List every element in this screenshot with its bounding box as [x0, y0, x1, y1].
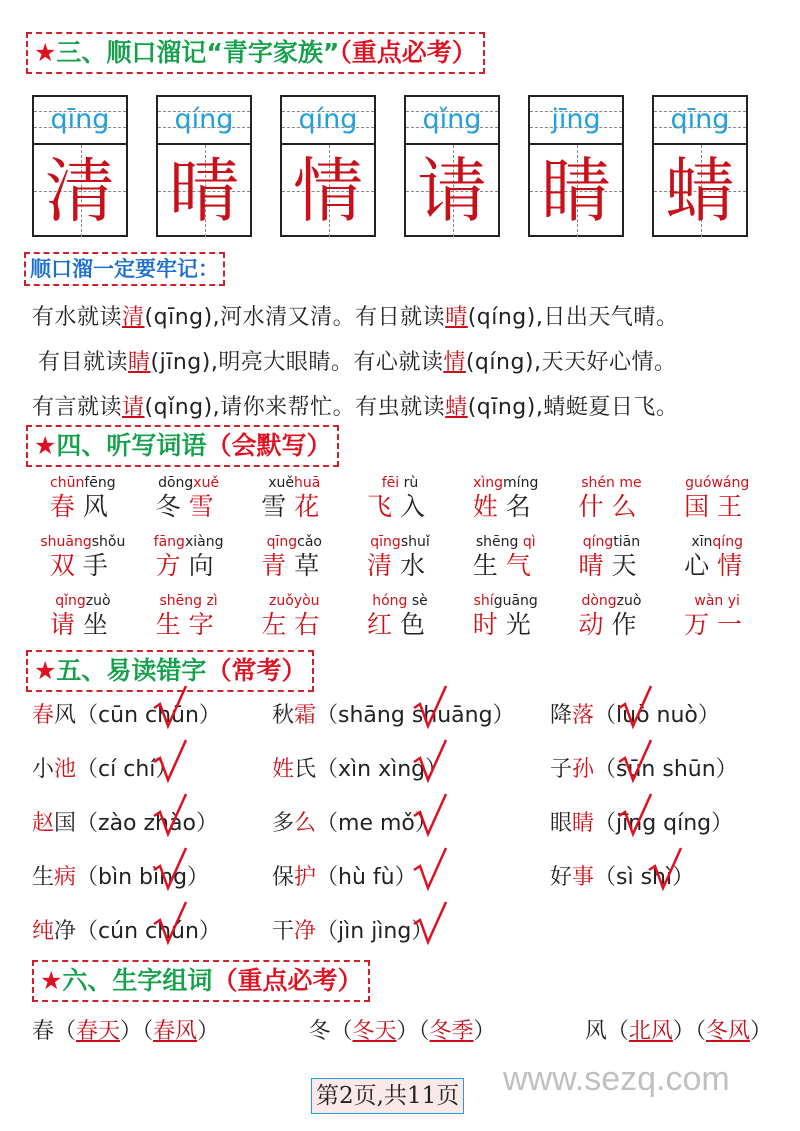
word-pinyin — [136, 533, 242, 551]
misread-pinyin: （cí chí） — [76, 757, 178, 782]
pinyin-part: yi — [727, 593, 740, 609]
misread-item — [272, 752, 447, 783]
word-chars — [453, 551, 559, 581]
word-char: 坐 — [82, 610, 116, 639]
dictation-word — [136, 592, 242, 651]
misread-char: 干 — [272, 919, 295, 944]
word-char: 万 — [684, 610, 718, 639]
character-card — [528, 95, 624, 237]
star-icon: ★ — [34, 38, 57, 67]
word-pinyin — [136, 474, 242, 492]
card-char-text: 情 — [293, 150, 363, 232]
word-pinyin — [559, 474, 665, 492]
dictation-word — [559, 533, 665, 592]
word-char: 冬 — [155, 492, 189, 521]
rhyme-text: 有目就读 — [38, 350, 129, 375]
misread-item — [550, 752, 738, 783]
word-char: 左 — [261, 610, 295, 639]
word-char: 方 — [155, 551, 189, 580]
character-card — [404, 95, 500, 237]
pinyin-part: wáng — [711, 475, 750, 491]
pinyin-part: me — [619, 475, 642, 491]
card-character — [34, 145, 126, 237]
pinyin-part: shí — [473, 593, 494, 609]
star-icon: ★ — [34, 656, 57, 685]
word-chars — [347, 551, 453, 581]
word-pinyin — [559, 592, 665, 610]
rhyme-text: (jīng),明亮大眼睛。有心就读 — [150, 350, 444, 375]
dictation-grid — [30, 474, 770, 651]
rhyme-line — [38, 345, 677, 376]
pinyin-part: rù — [403, 475, 419, 491]
heading-highlight: （常考） — [206, 656, 307, 685]
word-pinyin — [347, 474, 453, 492]
rhyme-text: (qíng),天天好心情。 — [465, 350, 677, 375]
section-heading-6 — [32, 960, 370, 1002]
group-word: 春风 — [153, 1019, 198, 1044]
word-char: 花 — [294, 492, 328, 521]
section-heading-4 — [26, 425, 339, 467]
group-word: 北风 — [628, 1019, 673, 1044]
misread-pinyin: （sì shì） — [594, 865, 695, 890]
word-char: 雪 — [188, 492, 222, 521]
paren: ） — [120, 1019, 143, 1044]
word-chars — [241, 610, 347, 640]
group-word: 冬风 — [705, 1019, 750, 1044]
dictation-word — [559, 474, 665, 533]
word-char: 光 — [505, 610, 539, 639]
misread-char: 眼 — [550, 811, 573, 836]
dictation-word — [453, 474, 559, 533]
word-chars — [453, 610, 559, 640]
card-char-text: 蜻 — [665, 150, 735, 232]
misread-item — [550, 806, 733, 837]
pinyin-part: qíng — [712, 534, 743, 550]
page-number: 第2页,共11页 — [311, 1078, 464, 1114]
word-group — [32, 1014, 219, 1045]
word-char: 么 — [611, 492, 645, 521]
word-chars — [241, 492, 347, 522]
misread-pinyin: （jīng qíng） — [594, 811, 734, 836]
pinyin-part: qǐng — [55, 593, 86, 609]
misread-item — [32, 860, 209, 891]
misread-pinyin: （cún chún） — [76, 919, 221, 944]
card-character — [158, 145, 250, 237]
word-chars — [241, 551, 347, 581]
group-char: 冬 — [308, 1019, 331, 1044]
word-pinyin — [30, 533, 136, 551]
pinyin-part: xuě — [193, 475, 220, 491]
pinyin-part: fēng — [84, 475, 116, 491]
pinyin-part: chūn — [50, 475, 85, 491]
dictation-row — [30, 533, 770, 592]
dictation-word — [30, 592, 136, 651]
word-char: 双 — [49, 551, 83, 580]
character-cards — [32, 95, 748, 237]
word-char: 飞 — [367, 492, 401, 521]
section-heading-3 — [26, 32, 485, 74]
word-chars — [347, 492, 453, 522]
paren: （ — [694, 1019, 706, 1044]
word-char: 一 — [717, 610, 751, 639]
pinyin-part: fāng — [153, 534, 185, 550]
word-char: 风 — [82, 492, 116, 521]
dictation-word — [241, 533, 347, 592]
paren: ） — [396, 1019, 419, 1044]
misread-char: 风 — [54, 703, 77, 728]
pinyin-part: shēng — [475, 534, 523, 550]
word-chars — [347, 610, 453, 640]
word-chars — [136, 610, 242, 640]
dictation-word — [136, 533, 242, 592]
pinyin-part: qì — [522, 534, 536, 550]
dictation-word — [30, 533, 136, 592]
word-group — [585, 1014, 772, 1045]
card-character — [654, 145, 746, 237]
heading-highlight: （会默写） — [206, 431, 332, 460]
pinyin-part: shǒu — [91, 534, 126, 550]
misread-char: 赵 — [32, 811, 55, 836]
word-char: 春 — [49, 492, 83, 521]
card-pinyin: qíng — [158, 97, 250, 145]
word-char: 什 — [578, 492, 612, 521]
word-chars — [136, 551, 242, 581]
word-char: 姓 — [472, 492, 506, 521]
pinyin-part: xuě — [268, 475, 295, 491]
word-groups — [32, 1014, 772, 1045]
paren: （ — [142, 1019, 154, 1044]
group-char: 风 — [584, 1019, 607, 1044]
word-chars — [559, 610, 665, 640]
pinyin-part: yòu — [293, 593, 320, 609]
misread-char: 霜 — [294, 703, 317, 728]
pinyin-part: guó — [685, 475, 712, 491]
rhyme-text: (qǐng),请你来帮忙。有虫就读 — [144, 395, 446, 420]
misread-char: 氏 — [294, 757, 317, 782]
misread-pinyin: （zào zhào） — [76, 811, 218, 836]
misread-char: 净 — [294, 919, 317, 944]
heading-text: 五、易读错字 — [56, 656, 207, 685]
card-character — [282, 145, 374, 237]
card-char-text: 请 — [417, 150, 487, 232]
word-chars — [559, 492, 665, 522]
heading-highlight: （重点必考） — [339, 38, 477, 67]
dictation-word — [241, 592, 347, 651]
word-pinyin — [30, 592, 136, 610]
character-card — [280, 95, 376, 237]
pinyin-part: xìng — [473, 475, 504, 491]
dictation-word — [664, 592, 770, 651]
word-char: 生 — [155, 610, 189, 639]
word-chars — [30, 551, 136, 581]
section-heading-5 — [26, 650, 314, 692]
word-pinyin — [241, 474, 347, 492]
misread-pinyin: （me mǒ） — [316, 811, 437, 836]
paren: （ — [54, 1019, 77, 1044]
misread-char: 多 — [272, 811, 295, 836]
card-character — [530, 145, 622, 237]
pinyin-part: xiàng — [184, 534, 224, 550]
paren: ） — [473, 1019, 496, 1044]
misread-item — [32, 698, 221, 729]
misread-pinyin: （hù fù） — [316, 865, 417, 890]
word-char: 心 — [684, 551, 718, 580]
rhyme-text: (qīng),蜻蜓夏日飞。 — [467, 395, 679, 420]
dictation-word — [664, 533, 770, 592]
watermark: www.sezq.com — [503, 1060, 730, 1098]
pinyin-part: dòng — [581, 593, 617, 609]
word-pinyin — [241, 533, 347, 551]
pinyin-part: shuǐ — [400, 534, 430, 550]
word-char: 请 — [49, 610, 83, 639]
pinyin-part: huā — [294, 475, 321, 491]
misread-item — [550, 860, 694, 891]
card-pinyin: jīng — [530, 97, 622, 145]
misread-char: 生 — [32, 865, 55, 890]
pinyin-part: wàn — [694, 593, 728, 609]
highlighted-char: 请 — [122, 395, 145, 420]
character-card — [652, 95, 748, 237]
rhyme-text: (qíng),日出天气晴。 — [467, 305, 679, 330]
pinyin-part: qíng — [582, 534, 614, 550]
pinyin-part: shén — [581, 475, 620, 491]
word-char: 气 — [505, 551, 539, 580]
word-group — [308, 1014, 495, 1045]
group-word: 春天 — [76, 1019, 121, 1044]
pinyin-part: fēi — [381, 475, 404, 491]
dictation-word — [664, 474, 770, 533]
dictation-word — [347, 592, 453, 651]
pinyin-part: tiān — [613, 534, 641, 550]
misread-item — [550, 698, 720, 729]
pinyin-part: zì — [206, 593, 218, 609]
word-chars — [136, 492, 242, 522]
rhyme-text: 有言就读 — [32, 395, 123, 420]
group-char: 春 — [32, 1019, 55, 1044]
word-pinyin — [453, 474, 559, 492]
pinyin-part: zuò — [85, 593, 111, 609]
highlighted-char: 情 — [443, 350, 466, 375]
misread-pinyin: （bìn bìng） — [76, 865, 210, 890]
rhyme-text: 有水就读 — [32, 305, 123, 330]
word-char: 生 — [472, 551, 506, 580]
pinyin-part: zuǒ — [269, 593, 294, 609]
pinyin-part: guāng — [493, 593, 538, 609]
misread-char: 病 — [54, 865, 77, 890]
word-char: 字 — [188, 610, 222, 639]
word-char: 入 — [400, 492, 434, 521]
word-char: 王 — [717, 492, 751, 521]
word-pinyin — [664, 474, 770, 492]
heading-text: 四、听写词语 — [56, 431, 207, 460]
word-pinyin — [30, 474, 136, 492]
word-chars — [559, 551, 665, 581]
misread-pinyin: （cūn chūn） — [76, 703, 221, 728]
card-pinyin: qíng — [282, 97, 374, 145]
dictation-row — [30, 474, 770, 533]
misread-char: 孙 — [572, 757, 595, 782]
misread-char: 小 — [32, 757, 55, 782]
dictation-word — [453, 592, 559, 651]
dictation-row — [30, 592, 770, 651]
word-char: 向 — [188, 551, 222, 580]
paren: ） — [197, 1019, 220, 1044]
misread-pinyin: （shāng shuāng） — [316, 703, 515, 728]
rhyme-text: (qīng),河水清又清。有日就读 — [144, 305, 446, 330]
pinyin-part: xīn — [691, 534, 713, 550]
pinyin-part: shuāng — [40, 534, 92, 550]
misread-char: 事 — [572, 865, 595, 890]
dictation-word — [453, 533, 559, 592]
heading-highlight: （重点必考） — [212, 966, 363, 995]
dictation-word — [241, 474, 347, 533]
highlighted-char: 清 — [122, 305, 145, 330]
rhyme-title: 顺口溜一定要牢记： — [24, 252, 225, 286]
card-character — [406, 145, 498, 237]
misread-pinyin: （luò nuò） — [594, 703, 720, 728]
word-char: 国 — [684, 492, 718, 521]
word-char: 天 — [611, 551, 645, 580]
misread-pinyin: （jìn jìng） — [316, 919, 434, 944]
word-char: 名 — [505, 492, 539, 521]
paren: ） — [749, 1019, 772, 1044]
misread-char: 落 — [572, 703, 595, 728]
star-icon: ★ — [34, 431, 57, 460]
word-chars — [453, 492, 559, 522]
word-char: 雪 — [261, 492, 295, 521]
highlighted-char: 晴 — [445, 305, 468, 330]
misread-char: 秋 — [272, 703, 295, 728]
word-pinyin — [136, 592, 242, 610]
misread-char: 么 — [294, 811, 317, 836]
dictation-word — [136, 474, 242, 533]
word-char: 时 — [472, 610, 506, 639]
pinyin-part: míng — [503, 475, 539, 491]
misread-item — [272, 806, 437, 837]
misread-char: 好 — [550, 865, 573, 890]
misread-pinyin: （xìn xìng） — [316, 757, 448, 782]
dictation-word — [347, 474, 453, 533]
misread-char: 护 — [294, 865, 317, 890]
word-chars — [30, 610, 136, 640]
misread-char: 纯 — [32, 919, 55, 944]
misread-item — [32, 914, 221, 945]
word-pinyin — [347, 533, 453, 551]
pinyin-part: sè — [411, 593, 428, 609]
misread-item — [32, 752, 177, 783]
misread-char: 降 — [550, 703, 573, 728]
misread-item — [272, 914, 433, 945]
star-icon: ★ — [40, 966, 63, 995]
word-char: 水 — [400, 551, 434, 580]
pinyin-part: qīng — [266, 534, 298, 550]
pinyin-part: qīng — [370, 534, 401, 550]
word-pinyin — [453, 592, 559, 610]
card-char-text: 晴 — [169, 150, 239, 232]
misread-pinyin: （sūn shūn） — [594, 757, 738, 782]
pinyin-part: dōng — [158, 475, 194, 491]
word-char: 青 — [261, 551, 295, 580]
paren: （ — [606, 1019, 629, 1044]
paren: ） — [672, 1019, 695, 1044]
highlighted-char: 睛 — [128, 350, 151, 375]
word-char: 红 — [367, 610, 401, 639]
misread-item — [272, 860, 417, 891]
pinyin-part: cǎo — [297, 534, 322, 550]
word-pinyin — [347, 592, 453, 610]
word-char: 情 — [717, 551, 751, 580]
highlighted-char: 蜻 — [445, 395, 468, 420]
pinyin-part: hóng — [372, 593, 412, 609]
pinyin-part: shēng — [159, 593, 207, 609]
word-pinyin — [453, 533, 559, 551]
card-char-text: 睛 — [541, 150, 611, 232]
misread-char: 保 — [272, 865, 295, 890]
word-pinyin — [559, 533, 665, 551]
misread-char: 春 — [32, 703, 55, 728]
misread-char: 子 — [550, 757, 573, 782]
word-char: 作 — [611, 610, 645, 639]
pinyin-part: zuò — [616, 593, 642, 609]
word-char: 手 — [82, 551, 116, 580]
dictation-word — [347, 533, 453, 592]
character-card — [156, 95, 252, 237]
heading-text: 三、顺口溜记“青字家族” — [56, 38, 340, 67]
misread-item — [272, 698, 515, 729]
group-word: 冬天 — [352, 1019, 397, 1044]
word-pinyin — [664, 592, 770, 610]
character-card — [32, 95, 128, 237]
word-char: 晴 — [578, 551, 612, 580]
word-chars — [30, 492, 136, 522]
misread-char: 姓 — [272, 757, 295, 782]
group-word: 冬季 — [429, 1019, 474, 1044]
word-pinyin — [664, 533, 770, 551]
card-pinyin: qīng — [34, 97, 126, 145]
card-pinyin: qīng — [654, 97, 746, 145]
heading-text: 六、生字组词 — [62, 966, 213, 995]
misread-char: 池 — [54, 757, 77, 782]
dictation-word — [559, 592, 665, 651]
rhyme-line — [32, 300, 678, 331]
misread-item — [32, 806, 218, 837]
card-pinyin: qǐng — [406, 97, 498, 145]
word-chars — [664, 610, 770, 640]
word-char: 草 — [294, 551, 328, 580]
word-chars — [664, 551, 770, 581]
word-pinyin — [241, 592, 347, 610]
card-char-text: 清 — [45, 150, 115, 232]
word-char: 色 — [400, 610, 434, 639]
misread-char: 净 — [54, 919, 77, 944]
misread-char: 国 — [54, 811, 77, 836]
word-char: 右 — [294, 610, 328, 639]
paren: （ — [418, 1019, 430, 1044]
word-chars — [664, 492, 770, 522]
word-char: 清 — [367, 551, 401, 580]
rhyme-line — [32, 390, 678, 421]
paren: （ — [330, 1019, 353, 1044]
dictation-word — [30, 474, 136, 533]
misread-char: 睛 — [572, 811, 595, 836]
word-char: 动 — [578, 610, 612, 639]
